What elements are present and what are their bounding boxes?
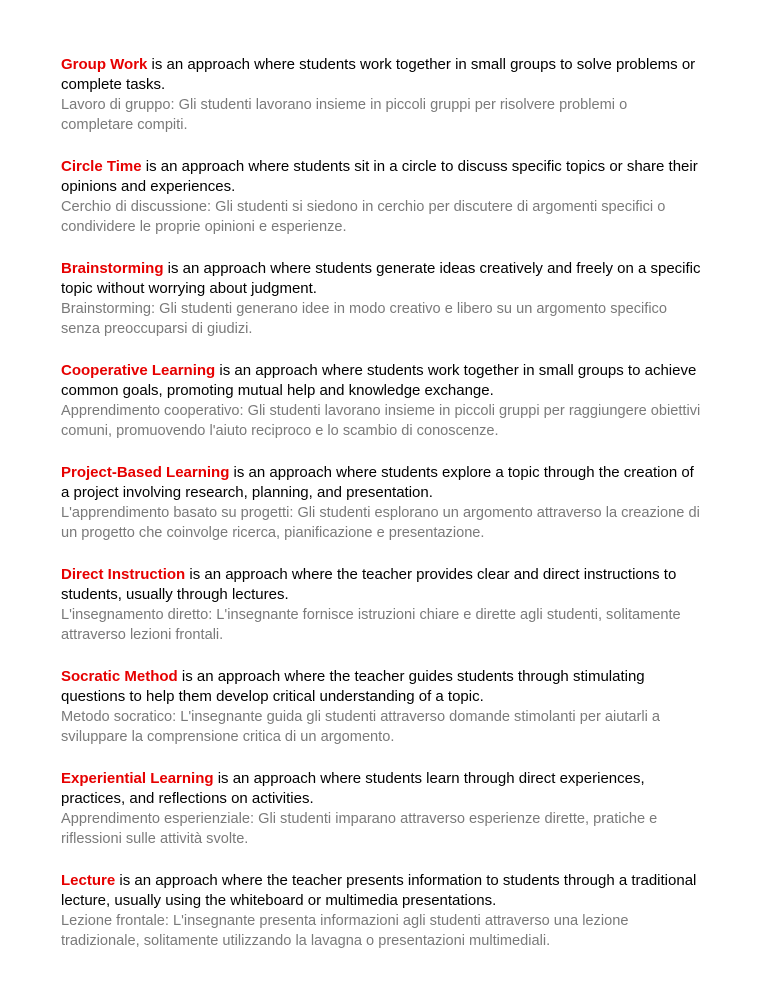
entry-term: Group Work: [61, 56, 148, 73]
document-page: [61, 55, 701, 973]
entry-definition: [61, 463, 701, 503]
entry-definition: [61, 361, 701, 401]
entry-term: Direct Instruction: [61, 566, 186, 583]
entry-translation: Apprendimento esperienziale: Gli studenti imparano attraverso esperienze dirette, pratiche e riflessioni sulle attività svolte.: [61, 811, 658, 847]
entry-translation: Lezione frontale: L'insegnante presenta informazioni agli studenti attraverso una lezione tradizionale, solitamente utilizzando la lavagna o presentazioni multimediali.: [61, 913, 629, 949]
entry-cooperative-learning: [61, 361, 701, 441]
entry-direct-instruction: [61, 565, 701, 645]
entry-description: is an approach where the teacher provides clear and direct instructions to students, usually through lectures.: [61, 566, 677, 603]
entry-socratic-method: [61, 667, 701, 747]
entry-translation: L'apprendimento basato su progetti: Gli studenti esplorano un argomento attraverso la creazione di un progetto che coinvolge ricerca, pianificazione e presentazione.: [61, 505, 700, 541]
entry-description: is an approach where the teacher presents information to students through a traditional lecture, usually using the whiteboard or multimedia presentations.: [61, 872, 697, 909]
entry-term: Project-Based Learning: [61, 464, 230, 481]
entry-description: is an approach where students work together in small groups to achieve common goals, promoting mutual help and knowledge exchange.: [61, 362, 697, 399]
entry-description: is an approach where students explore a topic through the creation of a project involving research, planning, and presentation.: [61, 464, 694, 501]
entry-translation: Cerchio di discussione: Gli studenti si siedono in cerchio per discutere di argomenti specifici o condividere le proprie opinioni e esperienze.: [61, 199, 666, 235]
entry-definition: [61, 565, 701, 605]
entry-definition: [61, 157, 701, 197]
entry-translation: Metodo socratico: L'insegnante guida gli studenti attraverso domande stimolanti per aiutarli a sviluppare la comprensione critica di un argomento.: [61, 709, 661, 745]
entry-brainstorming: [61, 259, 701, 339]
entry-definition: [61, 667, 701, 707]
entry-term: Experiential Learning: [61, 770, 214, 787]
entry-definition: [61, 55, 701, 95]
entry-term: Socratic Method: [61, 668, 178, 685]
entry-translation: Brainstorming: Gli studenti generano idee in modo creativo e libero su un argomento specifico senza preoccuparsi di giudizi.: [61, 301, 667, 337]
entry-description: is an approach where students generate ideas creatively and freely on a specific topic without worrying about judgment.: [61, 260, 701, 297]
entry-term: Cooperative Learning: [61, 362, 216, 379]
entry-description: is an approach where the teacher guides students through stimulating questions to help them develop critical understanding of a topic.: [61, 668, 645, 705]
entry-term: Brainstorming: [61, 260, 164, 277]
entry-description: is an approach where students sit in a circle to discuss specific topics or share their opinions and experiences.: [61, 158, 698, 195]
entry-description: is an approach where students work together in small groups to solve problems or complete tasks.: [61, 56, 696, 93]
entry-circle-time: [61, 157, 701, 237]
entry-translation: Apprendimento cooperativo: Gli studenti lavorano insieme in piccoli gruppi per raggiungere obiettivi comuni, promuovendo l'aiuto reciproco e lo scambio di conoscenze.: [61, 403, 701, 439]
entry-translation: L'insegnamento diretto: L'insegnante fornisce istruzioni chiare e dirette agli studenti, solitamente attraverso lezioni frontali.: [61, 607, 681, 643]
entry-translation: Lavoro di gruppo: Gli studenti lavorano insieme in piccoli gruppi per risolvere problemi o completare compiti.: [61, 97, 628, 133]
entry-experiential-learning: [61, 769, 701, 849]
entry-term: Circle Time: [61, 158, 142, 175]
entry-description: is an approach where students learn through direct experiences, practices, and reflections on activities.: [61, 770, 645, 807]
entry-lecture: [61, 871, 701, 951]
entry-definition: [61, 769, 701, 809]
entry-term: Lecture: [61, 872, 116, 889]
entry-definition: [61, 259, 701, 299]
entry-group-work: [61, 55, 701, 135]
entry-project-based-learning: [61, 463, 701, 543]
entry-definition: [61, 871, 701, 911]
